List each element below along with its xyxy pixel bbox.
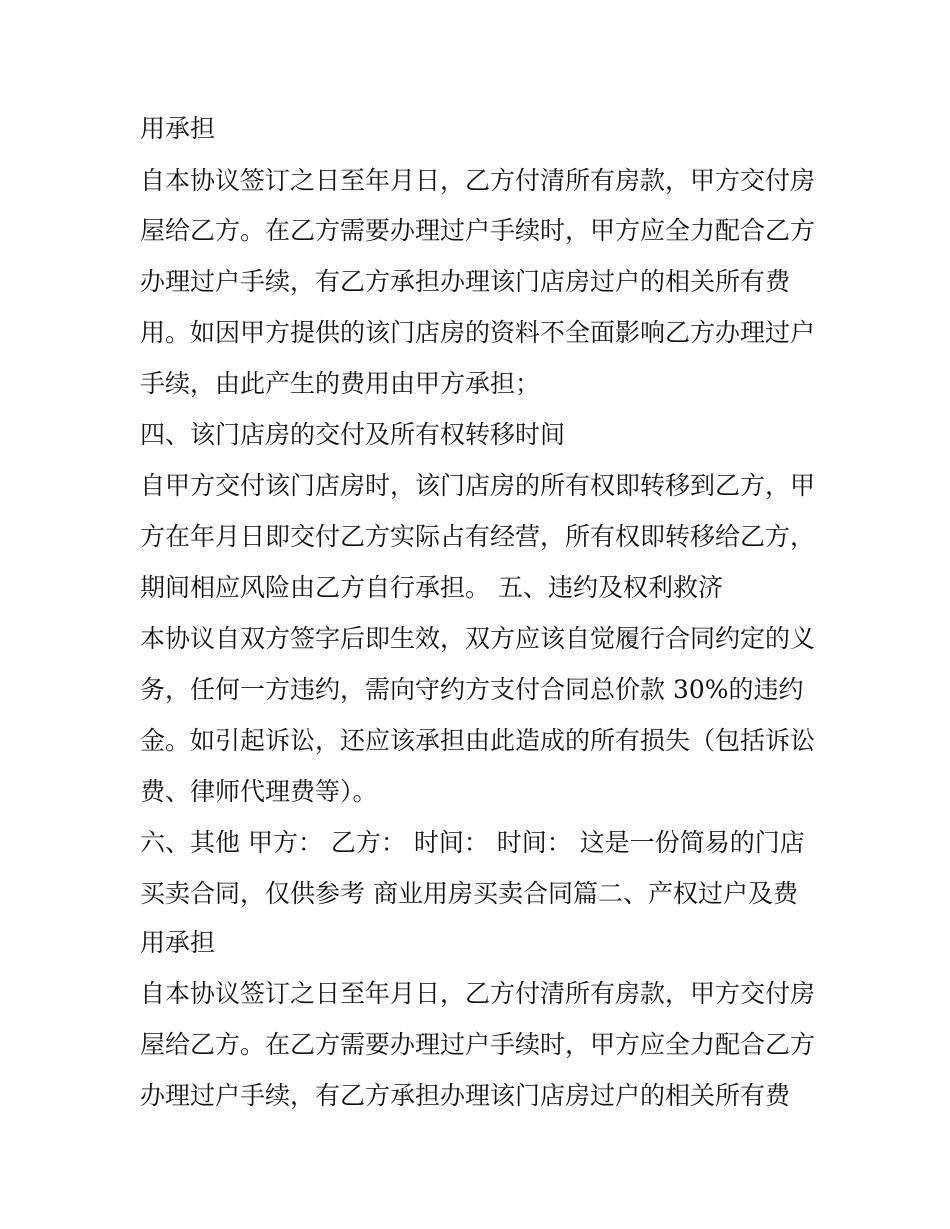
- text-line: 金。如引起诉讼，还应该承担由此造成的所有损失（包括诉讼: [140, 726, 816, 755]
- text-line: 自甲方交付该门店房时，该门店房的所有权即转移到乙方，甲: [140, 471, 816, 500]
- text-line: 用承担: [140, 928, 216, 957]
- text-line: 费、律师代理费等）。: [140, 777, 378, 806]
- section-heading: 四、该门店房的交付及所有权转移时间: [140, 420, 566, 449]
- text-line: 务，任何一方违约，需向守约方支付合同总价款 30%的违约: [140, 675, 804, 704]
- text-line: 办理过户手续，有乙方承担办理该门店房过户的相关所有费: [140, 267, 791, 296]
- text-line: 手续，由此产生的费用由甲方承担；: [140, 369, 541, 398]
- text-line: 买卖合同，仅供参考 商业用房买卖合同篇二、产权过户及费: [140, 879, 798, 908]
- text-line: 本协议自双方签字后即生效，双方应该自觉履行合同约定的义: [140, 624, 816, 653]
- text-line: 屋给乙方。在乙方需要办理过户手续时，甲方应全力配合乙方: [140, 216, 816, 245]
- text-line: 六、其他 甲方： 乙方： 时间： 时间： 这是一份简易的门店: [140, 828, 805, 857]
- text-line: 用承担: [140, 114, 216, 143]
- text-line: 自本协议签订之日至年月日，乙方付清所有房款，甲方交付房: [140, 979, 816, 1008]
- text-line: 方在年月日即交付乙方实际占有经营，所有权即转移给乙方，: [140, 522, 816, 551]
- text-line: 屋给乙方。在乙方需要办理过户手续时，甲方应全力配合乙方: [140, 1030, 816, 1059]
- text-line: 自本协议签订之日至年月日，乙方付清所有房款，甲方交付房: [140, 166, 816, 195]
- text-line: 期间相应风险由乙方自行承担。 五、违约及权利救济: [140, 573, 723, 602]
- text-line: 用。如因甲方提供的该门店房的资料不全面影响乙方办理过户: [140, 318, 816, 347]
- text-line: 办理过户手续，有乙方承担办理该门店房过户的相关所有费: [140, 1081, 791, 1110]
